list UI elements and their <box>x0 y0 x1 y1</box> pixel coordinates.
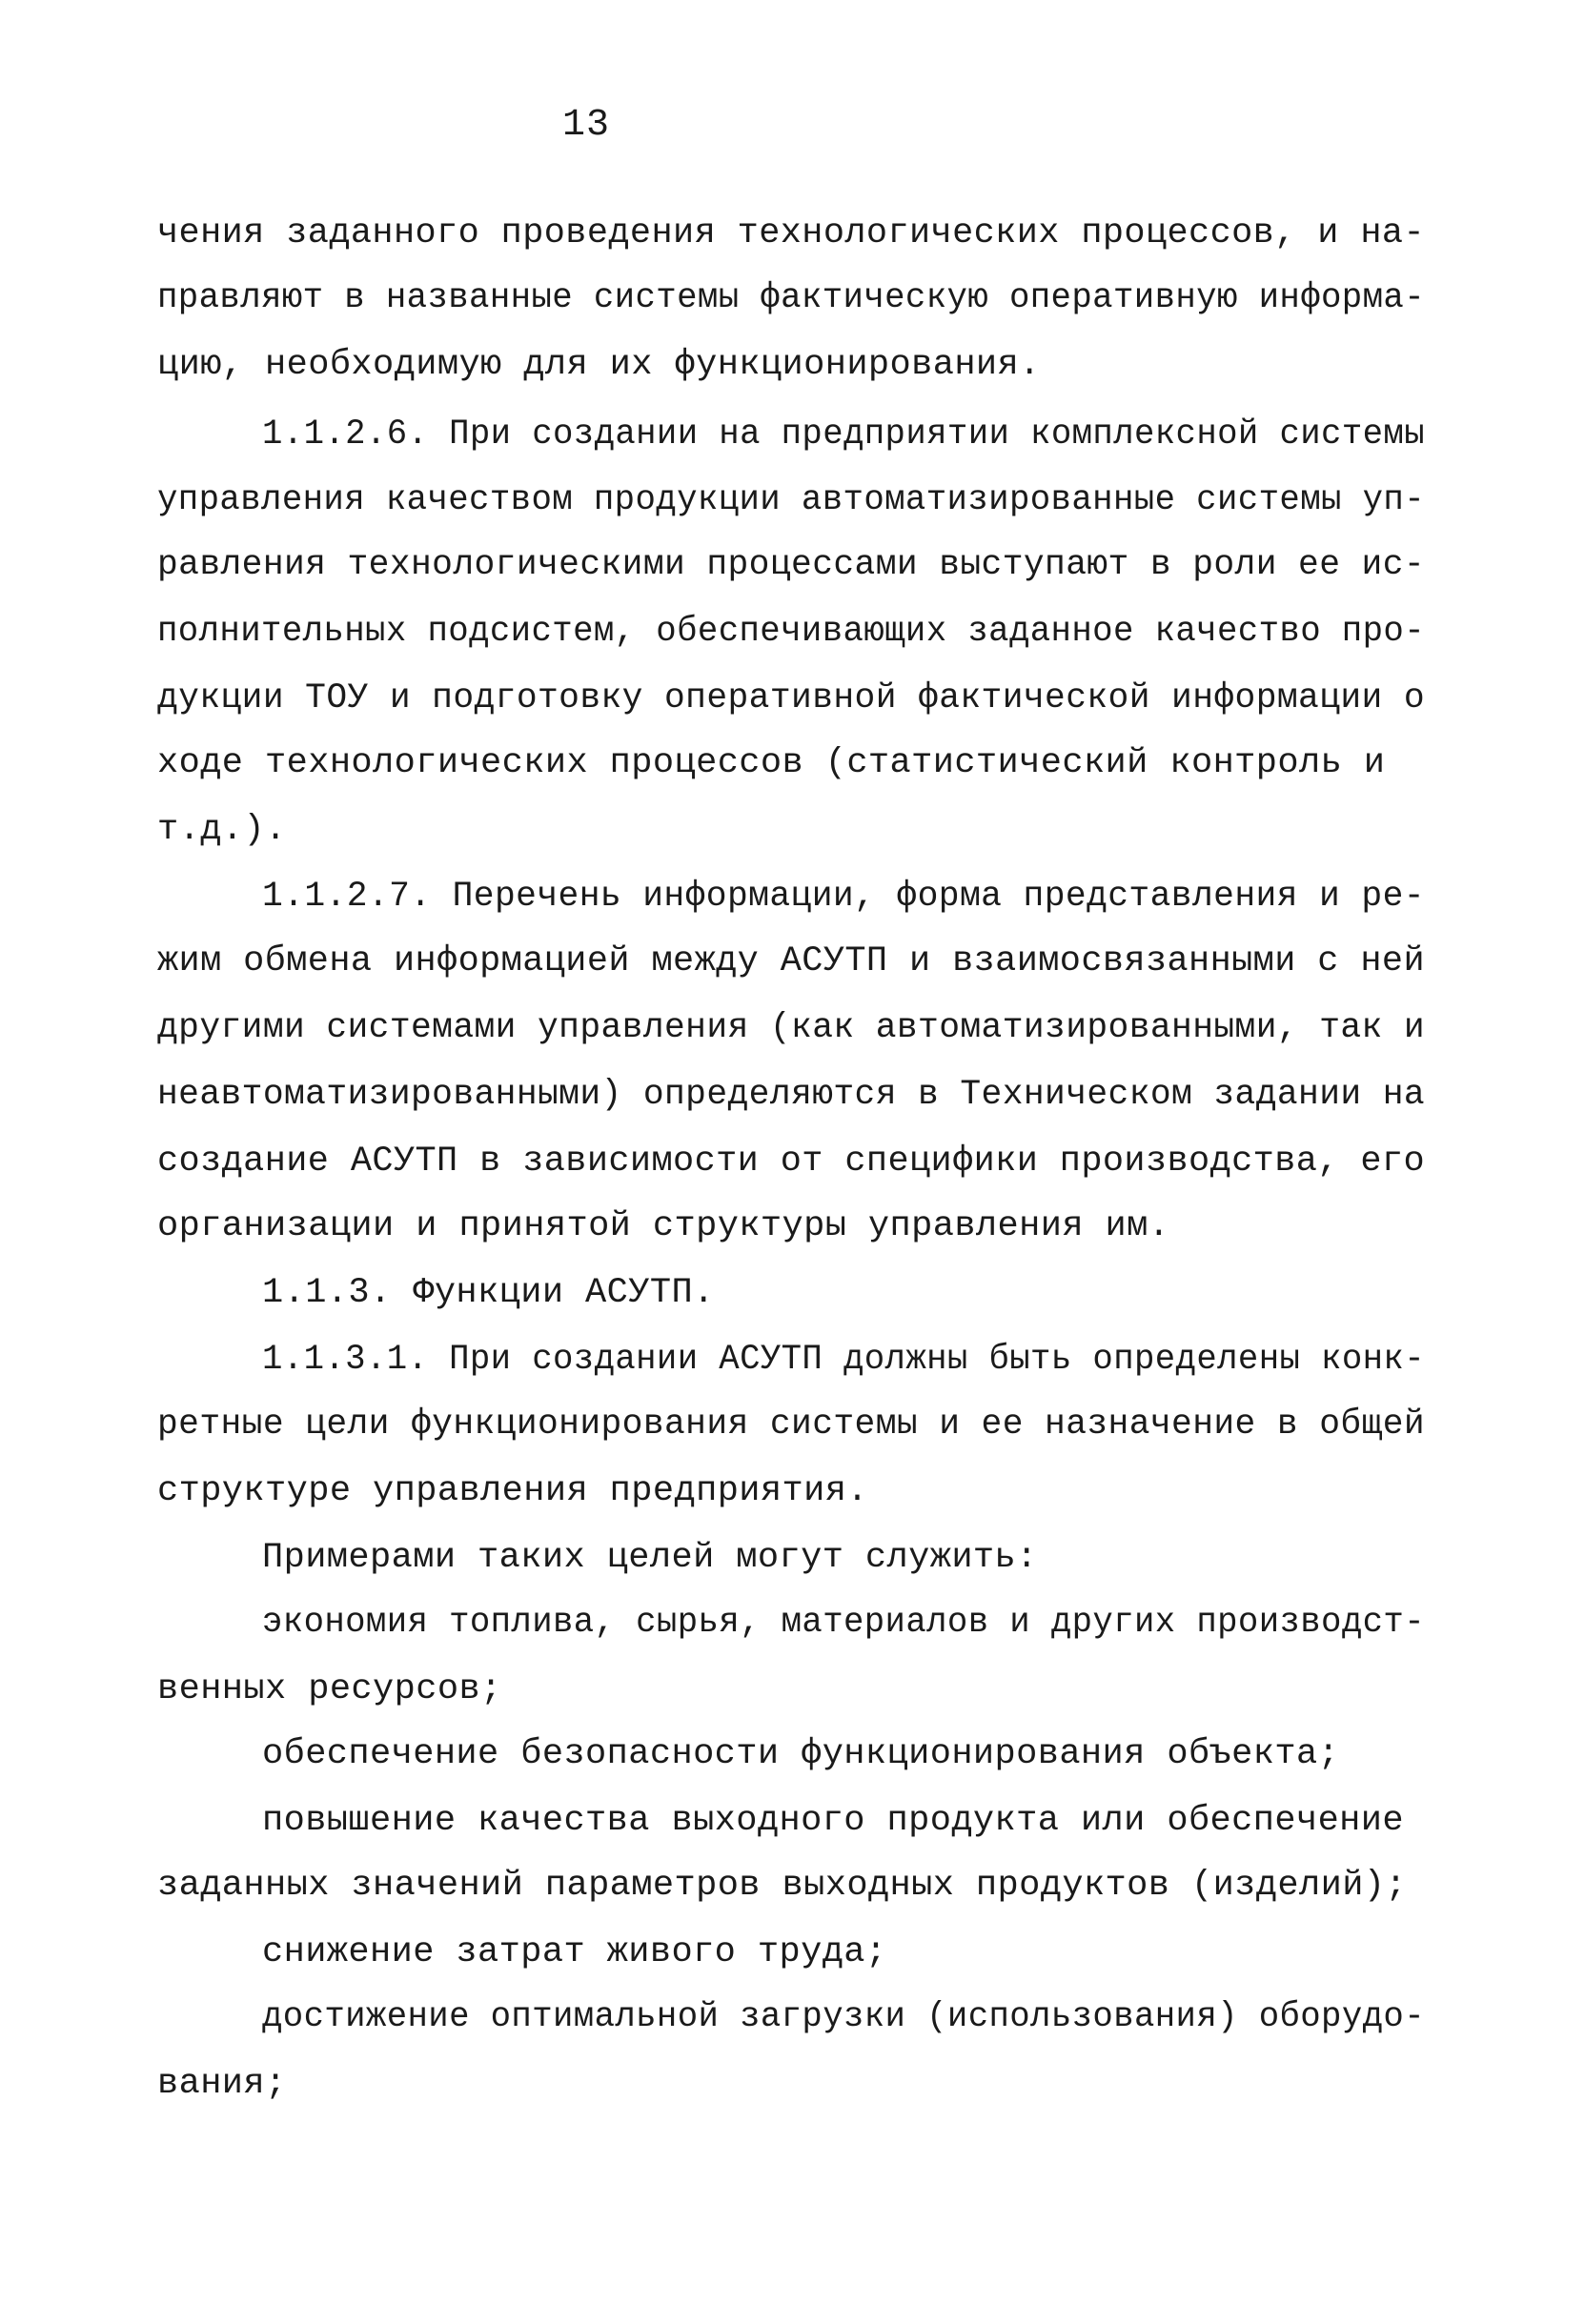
text-line: структуре управления предприятия. <box>157 1471 868 1511</box>
list-item-continuation: венных ресурсов; <box>157 1669 502 1709</box>
text-line: 1.1.2.7. Перечень информации, форма представления и ре- <box>262 877 1425 917</box>
text-line: неавтоматизированными) определяются в Техническом задании на <box>157 1075 1426 1115</box>
text-line: чения заданного проведения технологических процессов, и на- <box>157 213 1426 253</box>
text-line: цию, необходимую для их функционирования. <box>157 345 1041 385</box>
text-line: полнительных подсистем, обеспечивающих заданное качество про- <box>157 612 1426 652</box>
text-line: создание АСУТП в зависимости от специфики производства, его <box>157 1142 1426 1182</box>
text-line: жим обмена информацией между АСУТП и взаимосвязанными с ней <box>157 941 1426 981</box>
text-line: 1.1.3.1. При создании АСУТП должны быть определены конк- <box>262 1340 1425 1380</box>
page-number: 13 <box>561 104 610 147</box>
text-line: дукции ТОУ и подготовку оперативной фактической информации о <box>157 678 1426 718</box>
list-item: снижение затрат живого труда; <box>262 1932 887 1972</box>
text-line: 1.1.2.6. При создании на предприятии комплексной системы <box>262 414 1425 455</box>
list-item: обеспечение безопасности функционирования объекта; <box>262 1734 1340 1774</box>
list-item: достижение оптимальной загрузки (использования) оборудо- <box>262 1997 1425 2037</box>
list-item: повышение качества выходного продукта или обеспечение <box>262 1801 1404 1841</box>
text-line: Примерами таких целей могут служить: <box>262 1538 1038 1578</box>
text-line: равления технологическими процессами выступают в роли ее ис- <box>157 545 1426 585</box>
list-item: экономия топлива, сырья, материалов и других производст- <box>262 1603 1425 1643</box>
text-line: т.д.). <box>157 810 287 850</box>
text-line: ходе технологических процессов (статистический контроль и <box>157 743 1386 783</box>
list-item-continuation: заданных значений параметров выходных продуктов (изделий); <box>157 1866 1408 1906</box>
section-heading: 1.1.3. Функции АСУТП. <box>262 1273 715 1313</box>
text-line: управления качеством продукции автоматизированные системы уп- <box>157 480 1426 520</box>
list-item-continuation: вания; <box>157 2064 287 2104</box>
text-line: правляют в названные системы фактическую оперативную информа- <box>157 278 1426 318</box>
text-line: другими системами управления (как автоматизированными, так и <box>157 1008 1426 1048</box>
text-line: ретные цели функционирования системы и ее назначение в общей <box>157 1405 1426 1445</box>
text-line: организации и принятой структуры управления им. <box>157 1206 1170 1246</box>
